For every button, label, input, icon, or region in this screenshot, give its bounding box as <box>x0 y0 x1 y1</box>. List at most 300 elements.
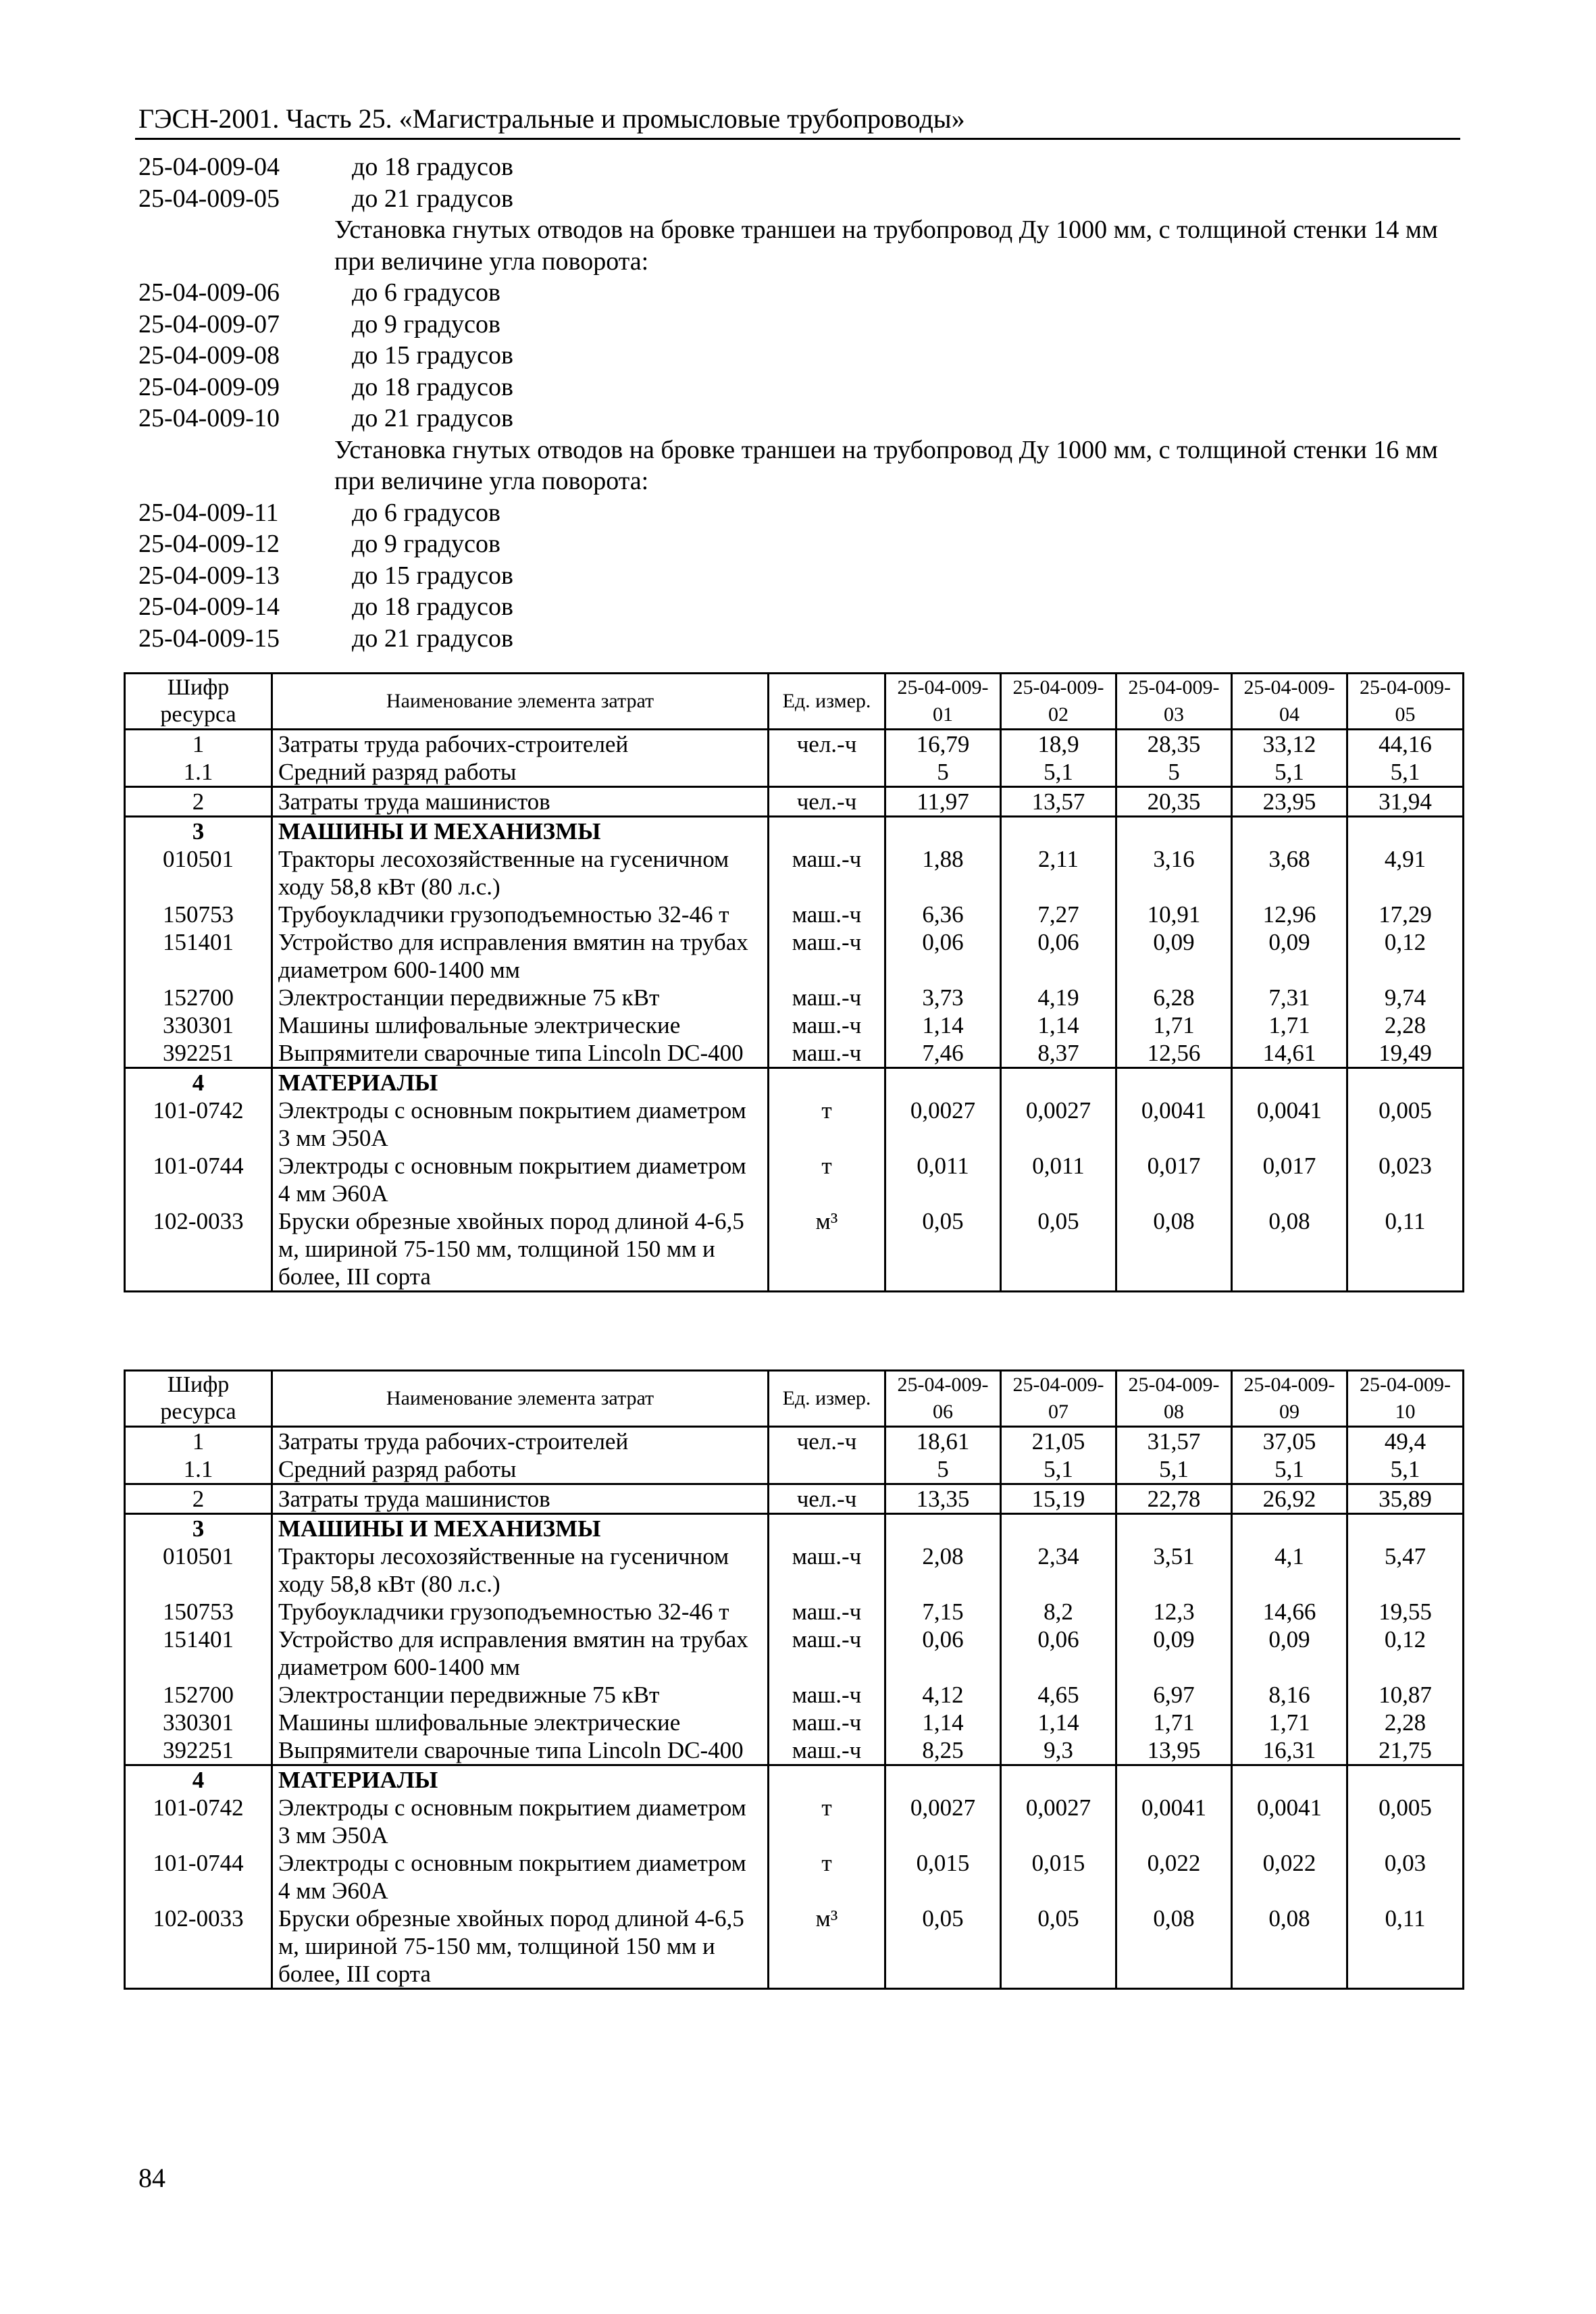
unit: м³ <box>769 1905 885 1989</box>
norm-value: 0,0027 <box>1001 1794 1116 1849</box>
unit <box>769 758 885 787</box>
code-line <box>138 372 1462 403</box>
table-row <box>125 928 1464 984</box>
resource-code: 150753 <box>125 901 272 928</box>
code-line <box>138 277 1462 309</box>
header-column-code: 25-04-009-10 <box>1347 1371 1464 1427</box>
resource-code: 151401 <box>125 1626 272 1681</box>
norm-value: 31,94 <box>1347 787 1464 817</box>
norm-value: 1,14 <box>885 1011 1001 1039</box>
norm-value: 6,36 <box>885 901 1001 928</box>
norm-value: 1,14 <box>1001 1011 1116 1039</box>
table-row <box>125 1598 1464 1626</box>
unit: чел.-ч <box>769 730 885 759</box>
norm-value <box>1116 1068 1232 1097</box>
cost-element-name: Устройство для исправления вмятин на трубах диаметром 600-1400 мм <box>272 1626 769 1681</box>
norm-value: 0,09 <box>1232 1626 1347 1681</box>
norm-value: 16,79 <box>885 730 1001 759</box>
norm-value: 1,14 <box>1001 1709 1116 1736</box>
table-row <box>125 1011 1464 1039</box>
resource-code: 010501 <box>125 1542 272 1598</box>
norm-value: 26,92 <box>1232 1484 1347 1514</box>
norm-value <box>1001 817 1116 846</box>
norm-value: 3,68 <box>1232 845 1347 901</box>
table-row <box>125 787 1464 817</box>
code-description: до 18 градусов <box>352 372 513 401</box>
norm-value: 0,06 <box>1001 1626 1116 1681</box>
unit <box>769 1455 885 1484</box>
unit: маш.-ч <box>769 928 885 984</box>
code-line <box>138 309 1462 341</box>
unit: маш.-ч <box>769 901 885 928</box>
table-row <box>125 1765 1464 1794</box>
code-number: 25-04-009-14 <box>138 593 280 621</box>
norm-value: 5,47 <box>1384 1543 1426 1569</box>
code-line <box>138 497 1462 529</box>
norm-value: 0,05 <box>885 1207 1001 1292</box>
norm-value: 5 <box>885 1455 1001 1484</box>
table-row <box>125 1905 1464 1989</box>
page-header: ГЭСН-2001. Часть 25. «Магистральные и промысловые трубопроводы» <box>138 103 965 134</box>
norm-value: 23,95 <box>1232 787 1347 817</box>
resource-code: 151401 <box>125 928 272 984</box>
cost-element-name: Электростанции передвижные 75 кВт <box>272 984 769 1011</box>
norm-value: 5 <box>1116 758 1232 787</box>
cost-element-name: МАШИНЫ И МЕХАНИЗМЫ <box>272 1514 769 1543</box>
norm-value: 0,023 <box>1379 1153 1432 1179</box>
norm-value: 3,73 <box>885 984 1001 1011</box>
norm-value: 0,0027 <box>885 1794 1001 1849</box>
unit <box>769 1514 885 1543</box>
norm-value <box>1116 1514 1232 1543</box>
table-row <box>125 1736 1464 1765</box>
code-line <box>138 151 1462 183</box>
norm-value: 44,16 <box>1379 731 1432 757</box>
table-header-row <box>125 674 1464 730</box>
code-group-title: Установка гнутых отводов на бровке траншеи на трубопровод Ду 1000 мм, с толщиной стенки 14 мм при величине угла поворота: <box>334 216 1438 276</box>
resource-code: 150753 <box>125 1598 272 1626</box>
norm-value: 19,49 <box>1379 1040 1432 1066</box>
norm-value: 0,0027 <box>1001 1097 1116 1152</box>
unit: маш.-ч <box>769 1598 885 1626</box>
code-number: 25-04-009-07 <box>138 309 280 338</box>
code-description: до 21 градусов <box>352 624 513 653</box>
norm-value: 0,12 <box>1384 929 1426 955</box>
unit: маш.-ч <box>769 1011 885 1039</box>
table-row <box>125 730 1464 759</box>
resource-code: 2 <box>125 1484 272 1514</box>
norm-value: 5,1 <box>1390 759 1420 785</box>
norm-value: 13,95 <box>1116 1736 1232 1765</box>
table-row <box>125 901 1464 928</box>
norm-value: 3,16 <box>1116 845 1232 901</box>
code-list <box>138 151 1462 654</box>
norm-value: 5,1 <box>1232 758 1347 787</box>
norm-value <box>1001 1068 1116 1097</box>
norm-value: 14,61 <box>1232 1039 1347 1068</box>
norm-table-1 <box>124 672 1464 1292</box>
norm-value: 0,0027 <box>885 1097 1001 1152</box>
header-name: Наименование элемента затрат <box>272 1371 769 1427</box>
cost-element-name: Трубоукладчики грузоподъемностью 32-46 т <box>272 1598 769 1626</box>
table-row <box>125 1068 1464 1097</box>
norm-value: 0,06 <box>885 928 1001 984</box>
norm-value: 12,3 <box>1116 1598 1232 1626</box>
norm-value: 18,61 <box>885 1427 1001 1456</box>
unit: маш.-ч <box>769 1626 885 1681</box>
code-description: до 18 градусов <box>352 153 513 181</box>
norm-value <box>1001 1514 1116 1543</box>
table-row <box>125 1097 1464 1152</box>
cost-element-name: Затраты труда машинистов <box>272 1484 769 1514</box>
table-row <box>125 1542 1464 1598</box>
cost-element-name: Затраты труда рабочих-строителей <box>272 730 769 759</box>
norm-value: 9,74 <box>1384 984 1426 1011</box>
header-code: Шифр ресурса <box>125 674 272 730</box>
unit <box>769 1765 885 1794</box>
code-number: 25-04-009-13 <box>138 561 280 590</box>
norm-value: 0,08 <box>1116 1207 1232 1292</box>
norm-value: 4,12 <box>885 1681 1001 1709</box>
header-column-code: 25-04-009-02 <box>1001 674 1116 730</box>
norm-value: 5,1 <box>1116 1455 1232 1484</box>
resource-code: 101-0742 <box>125 1794 272 1849</box>
norm-value: 12,56 <box>1116 1039 1232 1068</box>
table-row <box>125 1039 1464 1068</box>
table-row <box>125 817 1464 846</box>
code-number: 25-04-009-11 <box>138 498 279 527</box>
unit: т <box>769 1849 885 1905</box>
norm-value: 0,015 <box>885 1849 1001 1905</box>
norm-value <box>1347 1068 1464 1097</box>
cost-element-name: Бруски обрезные хвойных пород длиной 4-6,5 м, шириной 75-150 мм, толщиной 150 мм и более, III сорта <box>272 1905 769 1989</box>
norm-value: 18,9 <box>1001 730 1116 759</box>
norm-value: 37,05 <box>1232 1427 1347 1456</box>
resource-code: 1.1 <box>125 758 272 787</box>
norm-value: 7,46 <box>885 1039 1001 1068</box>
norm-value: 0,005 <box>1379 1794 1432 1821</box>
table-row <box>125 1849 1464 1905</box>
norm-value <box>885 1765 1001 1794</box>
resource-code: 3 <box>125 817 272 846</box>
norm-value: 1,71 <box>1116 1709 1232 1736</box>
code-description: до 9 градусов <box>352 530 500 558</box>
norm-value: 8,37 <box>1001 1039 1116 1068</box>
norm-value: 0,011 <box>1001 1152 1116 1207</box>
norm-value: 0,011 <box>885 1152 1001 1207</box>
cost-element-name: МАТЕРИАЛЫ <box>272 1765 769 1794</box>
unit: м³ <box>769 1207 885 1292</box>
code-description: до 6 градусов <box>352 498 500 527</box>
norm-value: 5 <box>885 758 1001 787</box>
unit: т <box>769 1152 885 1207</box>
cost-element-name: Устройство для исправления вмятин на трубах диаметром 600-1400 мм <box>272 928 769 984</box>
norm-value <box>1347 1765 1464 1794</box>
cost-element-name: Средний разряд работы <box>272 758 769 787</box>
header-column-code: 25-04-009-07 <box>1001 1371 1116 1427</box>
cost-element-name: Электроды с основным покрытием диаметром 3 мм Э50А <box>272 1097 769 1152</box>
resource-code: 101-0744 <box>125 1849 272 1905</box>
norm-value: 0,06 <box>885 1626 1001 1681</box>
code-number: 25-04-009-15 <box>138 624 280 653</box>
norm-value: 14,66 <box>1232 1598 1347 1626</box>
table-row <box>125 758 1464 787</box>
norm-value: 8,25 <box>885 1736 1001 1765</box>
norm-value: 0,09 <box>1116 928 1232 984</box>
table-row <box>125 845 1464 901</box>
norm-value: 6,28 <box>1116 984 1232 1011</box>
norm-value: 0,08 <box>1232 1207 1347 1292</box>
code-line <box>138 403 1462 434</box>
norm-value: 0,09 <box>1232 928 1347 984</box>
code-number: 25-04-009-04 <box>138 153 280 181</box>
norm-value: 33,12 <box>1232 730 1347 759</box>
header-rule <box>135 138 1460 140</box>
norm-value: 1,14 <box>885 1709 1001 1736</box>
unit: чел.-ч <box>769 787 885 817</box>
norm-value <box>1347 817 1464 846</box>
cost-element-name: Машины шлифовальные электрические <box>272 1709 769 1736</box>
unit: чел.-ч <box>769 1484 885 1514</box>
code-number: 25-04-009-05 <box>138 184 280 213</box>
header-column-code: 25-04-009-06 <box>885 1371 1001 1427</box>
norm-value: 15,19 <box>1001 1484 1116 1514</box>
norm-value: 17,29 <box>1379 901 1432 928</box>
code-group-title: Установка гнутых отводов на бровке траншеи на трубопровод Ду 1000 мм, с толщиной стенки 16 мм при величине угла поворота: <box>334 435 1438 495</box>
norm-value: 0,12 <box>1384 1626 1426 1653</box>
norm-value: 11,97 <box>885 787 1001 817</box>
norm-value <box>885 1514 1001 1543</box>
unit <box>769 817 885 846</box>
code-description: до 15 градусов <box>352 561 513 590</box>
table-header-row <box>125 1371 1464 1427</box>
code-number: 25-04-009-08 <box>138 341 280 370</box>
cost-element-name: Электростанции передвижные 75 кВт <box>272 1681 769 1709</box>
norm-value: 5,1 <box>1232 1455 1347 1484</box>
norm-value: 8,16 <box>1232 1681 1347 1709</box>
norm-value: 21,75 <box>1379 1737 1432 1763</box>
unit: маш.-ч <box>769 1736 885 1765</box>
norm-value: 13,35 <box>885 1484 1001 1514</box>
norm-value: 22,78 <box>1116 1484 1232 1514</box>
norm-value: 1,88 <box>885 845 1001 901</box>
code-number: 25-04-009-09 <box>138 372 280 401</box>
cost-element-name: Бруски обрезные хвойных пород длиной 4-6,5 м, шириной 75-150 мм, толщиной 150 мм и более, III сорта <box>272 1207 769 1292</box>
norm-value: 13,57 <box>1001 787 1116 817</box>
norm-value: 7,15 <box>885 1598 1001 1626</box>
code-line <box>138 560 1462 592</box>
norm-value: 0,08 <box>1232 1905 1347 1989</box>
norm-value <box>1232 817 1347 846</box>
norm-value: 20,35 <box>1116 787 1232 817</box>
header-unit: Ед. измер. <box>769 1371 885 1427</box>
norm-value: 4,19 <box>1001 984 1116 1011</box>
norm-value: 0,0041 <box>1116 1794 1232 1849</box>
cost-element-name: Тракторы лесохозяйственные на гусеничном ходу 58,8 кВт (80 л.с.) <box>272 1542 769 1598</box>
table-row <box>125 1455 1464 1484</box>
norm-value: 12,96 <box>1232 901 1347 928</box>
code-description: до 18 градусов <box>352 593 513 621</box>
norm-value: 0,0041 <box>1232 1097 1347 1152</box>
norm-value: 0,06 <box>1001 928 1116 984</box>
unit: маш.-ч <box>769 1039 885 1068</box>
unit: т <box>769 1794 885 1849</box>
unit: чел.-ч <box>769 1427 885 1456</box>
norm-value: 8,2 <box>1001 1598 1116 1626</box>
norm-value: 10,91 <box>1116 901 1232 928</box>
norm-value: 19,55 <box>1379 1599 1432 1625</box>
norm-value: 49,4 <box>1384 1428 1426 1455</box>
header-column-code: 25-04-009-04 <box>1232 674 1347 730</box>
cost-element-name: Средний разряд работы <box>272 1455 769 1484</box>
norm-value: 2,11 <box>1001 845 1116 901</box>
norm-value: 21,05 <box>1001 1427 1116 1456</box>
unit: маш.-ч <box>769 1542 885 1598</box>
table-row <box>125 984 1464 1011</box>
norm-value: 9,3 <box>1001 1736 1116 1765</box>
header-code: Шифр ресурса <box>125 1371 272 1427</box>
norm-value: 1,71 <box>1232 1709 1347 1736</box>
norm-value: 0,005 <box>1379 1097 1432 1124</box>
norm-value: 35,89 <box>1347 1484 1464 1514</box>
norm-value: 0,11 <box>1385 1208 1426 1234</box>
norm-value: 5,1 <box>1001 1455 1116 1484</box>
norm-value: 0,017 <box>1116 1152 1232 1207</box>
cost-element-name: Выпрямители сварочные типа Lincoln DC-400 <box>272 1039 769 1068</box>
norm-value: 31,57 <box>1116 1427 1232 1456</box>
norm-value <box>1116 1765 1232 1794</box>
norm-value: 0,05 <box>1001 1905 1116 1989</box>
cost-element-name: Затраты труда рабочих-строителей <box>272 1427 769 1456</box>
norm-value: 2,28 <box>1384 1709 1426 1736</box>
resource-code: 152700 <box>125 984 272 1011</box>
code-description: до 6 градусов <box>352 278 500 307</box>
norm-value: 0,017 <box>1232 1152 1347 1207</box>
code-line <box>138 528 1462 560</box>
cost-element-name: МАШИНЫ И МЕХАНИЗМЫ <box>272 817 769 846</box>
unit <box>769 1068 885 1097</box>
table-row <box>125 1514 1464 1543</box>
unit: маш.-ч <box>769 1709 885 1736</box>
norm-value: 7,27 <box>1001 901 1116 928</box>
norm-value: 0,03 <box>1384 1850 1426 1876</box>
norm-table-2 <box>124 1369 1464 1990</box>
code-line <box>138 183 1462 215</box>
resource-code: 1 <box>125 1427 272 1456</box>
norm-value: 10,87 <box>1379 1682 1432 1708</box>
code-line <box>138 623 1462 655</box>
norm-value: 28,35 <box>1116 730 1232 759</box>
cost-element-name: Трубоукладчики грузоподъемностью 32-46 т <box>272 901 769 928</box>
norm-value: 0,015 <box>1001 1849 1116 1905</box>
norm-value: 1,71 <box>1232 1011 1347 1039</box>
norm-value: 0,11 <box>1385 1905 1426 1932</box>
resource-code: 010501 <box>125 845 272 901</box>
norm-value <box>1232 1765 1347 1794</box>
norm-value: 2,28 <box>1384 1012 1426 1038</box>
norm-value: 7,31 <box>1232 984 1347 1011</box>
resource-code: 102-0033 <box>125 1905 272 1989</box>
unit: маш.-ч <box>769 984 885 1011</box>
header-name: Наименование элемента затрат <box>272 674 769 730</box>
table-row <box>125 1626 1464 1681</box>
norm-value: 0,05 <box>885 1905 1001 1989</box>
norm-value <box>1347 1514 1464 1543</box>
resource-code: 4 <box>125 1068 272 1097</box>
unit: маш.-ч <box>769 845 885 901</box>
norm-value: 0,09 <box>1116 1626 1232 1681</box>
norm-value: 0,0041 <box>1116 1097 1232 1152</box>
resource-code: 102-0033 <box>125 1207 272 1292</box>
resource-code: 330301 <box>125 1011 272 1039</box>
cost-element-name: Тракторы лесохозяйственные на гусеничном ходу 58,8 кВт (80 л.с.) <box>272 845 769 901</box>
resource-code: 152700 <box>125 1681 272 1709</box>
norm-value: 0,08 <box>1116 1905 1232 1989</box>
resource-code: 392251 <box>125 1039 272 1068</box>
norm-value: 4,1 <box>1232 1542 1347 1598</box>
unit: т <box>769 1097 885 1152</box>
code-number: 25-04-009-12 <box>138 530 280 558</box>
header-column-code: 25-04-009-08 <box>1116 1371 1232 1427</box>
code-number: 25-04-009-06 <box>138 278 280 307</box>
header-unit: Ед. измер. <box>769 674 885 730</box>
header-column-code: 25-04-009-01 <box>885 674 1001 730</box>
norm-value: 5,1 <box>1001 758 1116 787</box>
norm-value: 4,91 <box>1384 846 1426 872</box>
header-column-code: 25-04-009-09 <box>1232 1371 1347 1427</box>
table-row <box>125 1427 1464 1456</box>
norm-value: 0,022 <box>1116 1849 1232 1905</box>
code-description: до 21 градусов <box>352 184 513 213</box>
norm-value <box>1232 1514 1347 1543</box>
norm-value: 6,97 <box>1116 1681 1232 1709</box>
norm-value: 4,65 <box>1001 1681 1116 1709</box>
table-row <box>125 1207 1464 1292</box>
table-row <box>125 1484 1464 1514</box>
norm-value: 5,1 <box>1390 1456 1420 1482</box>
header-column-code: 25-04-009-03 <box>1116 674 1232 730</box>
norm-value: 0,05 <box>1001 1207 1116 1292</box>
unit: маш.-ч <box>769 1681 885 1709</box>
resource-code: 392251 <box>125 1736 272 1765</box>
code-line <box>138 591 1462 623</box>
table-row <box>125 1152 1464 1207</box>
cost-element-name: Электроды с основным покрытием диаметром 3 мм Э50А <box>272 1794 769 1849</box>
cost-element-name: Электроды с основным покрытием диаметром 4 мм Э60А <box>272 1849 769 1905</box>
cost-element-name: Выпрямители сварочные типа Lincoln DC-400 <box>272 1736 769 1765</box>
norm-value <box>1232 1068 1347 1097</box>
norm-value <box>885 817 1001 846</box>
norm-value: 16,31 <box>1232 1736 1347 1765</box>
resource-code: 4 <box>125 1765 272 1794</box>
code-line <box>138 340 1462 372</box>
cost-element-name: Электроды с основным покрытием диаметром 4 мм Э60А <box>272 1152 769 1207</box>
norm-value: 3,51 <box>1116 1542 1232 1598</box>
table-row <box>125 1794 1464 1849</box>
code-description: до 15 градусов <box>352 341 513 370</box>
norm-value: 2,08 <box>885 1542 1001 1598</box>
header-column-code: 25-04-009-05 <box>1347 674 1464 730</box>
norm-value: 0,022 <box>1232 1849 1347 1905</box>
norm-value <box>1001 1765 1116 1794</box>
table-row <box>125 1681 1464 1709</box>
cost-element-name: МАТЕРИАЛЫ <box>272 1068 769 1097</box>
page-number: 84 <box>138 2163 165 2193</box>
table-row <box>125 1709 1464 1736</box>
norm-value <box>885 1068 1001 1097</box>
resource-code: 1.1 <box>125 1455 272 1484</box>
resource-code: 3 <box>125 1514 272 1543</box>
